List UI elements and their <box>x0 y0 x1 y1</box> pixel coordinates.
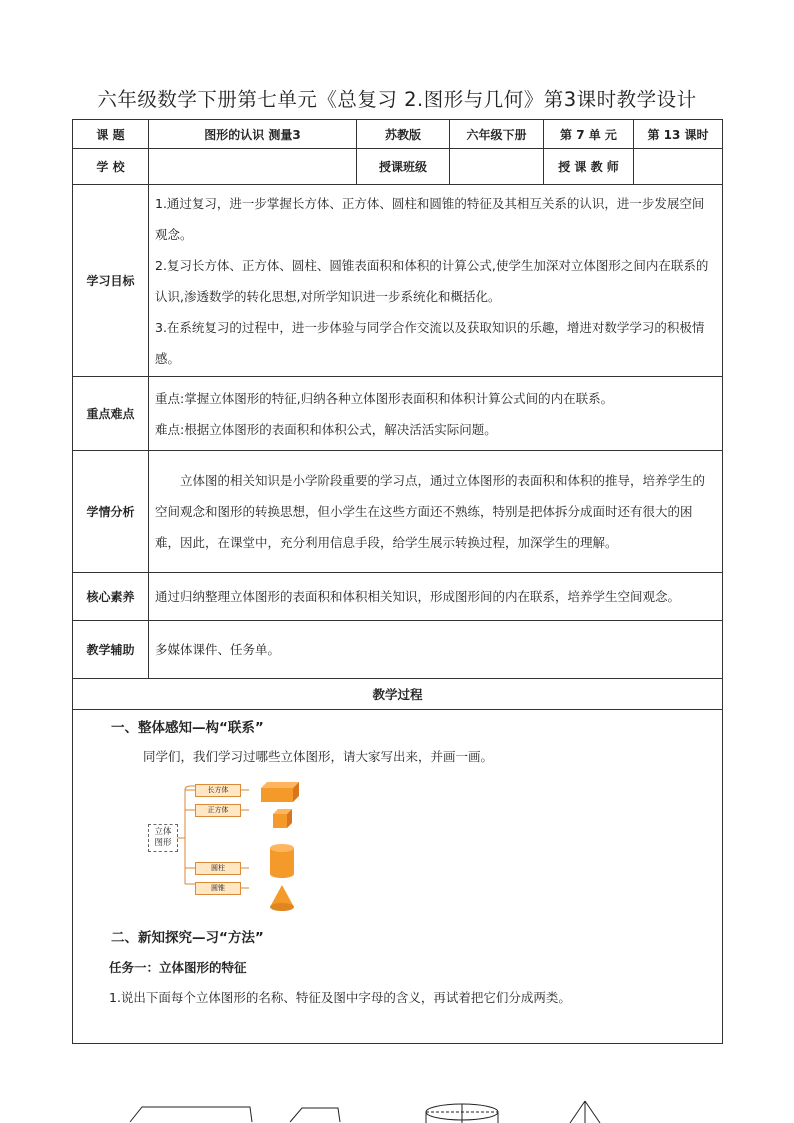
topic-value: 图形的认识 测量3 <box>149 120 357 149</box>
process-heading: 教学过程 <box>73 679 723 710</box>
key-points-content <box>149 377 723 451</box>
process-content <box>73 710 723 1044</box>
section2-title: 二、新知探究—习“方法” <box>111 930 264 946</box>
cylinder-icon <box>270 844 294 878</box>
aids-label: 教学辅助 <box>73 621 149 679</box>
unit-value: 第 7 单 元 <box>544 120 634 149</box>
diagram-root-line1: 立体 <box>154 827 172 837</box>
objective-item: 1.通过复习，进一步掌握长方体、正方体、圆柱和圆锥的特征及其相互关系的认识，进一步发展空间观念。 <box>155 195 705 242</box>
literacy-text: 通过归纳整理立体图形的表面积和体积相关知识，形成图形间的内在联系，培养学生空间观念。 <box>155 589 681 604</box>
task1-title: 任务一：立体图形的特征 <box>109 960 247 975</box>
objectives-row <box>73 185 723 377</box>
literacy-content <box>149 573 723 621</box>
publisher-value: 苏教版 <box>357 120 450 149</box>
section1-text: 同学们，我们学习过哪些立体图形，请大家写出来，并画一画。 <box>143 749 494 764</box>
class-value <box>450 149 544 185</box>
diagram-label-cylinder: 圆柱 <box>195 862 241 875</box>
cuboid-icon <box>261 782 299 802</box>
key-points-row <box>73 377 723 451</box>
cylinder-outline-icon <box>426 1104 498 1123</box>
bottom-figures <box>0 1095 794 1123</box>
lesson-value: 第 13 课时 <box>634 120 723 149</box>
cone-outline-icon <box>570 1101 600 1123</box>
key-points-label: 重点难点 <box>73 377 149 451</box>
document-title: 六年级数学下册第七单元《总复习 2.图形与几何》第3课时教学设计 <box>97 88 697 111</box>
topic-label: 课 题 <box>73 120 149 149</box>
analysis-text: 立体图的相关知识是小学阶段重要的学习点，通过立体图形的表面积和体积的推导，培养学生的空间观念和图形的转换思想，但小学生在这些方面还不熟练，特别是把体拆分成面时还有很大的困难，因此，在课堂中，充分利用信息手段，给学生展示转换过程，加深学生的理解。 <box>155 473 706 550</box>
cube-icon <box>273 809 292 828</box>
diagram-label-cuboid: 长方体 <box>195 784 241 797</box>
analysis-row <box>73 451 723 573</box>
analysis-content <box>149 451 723 573</box>
aids-content <box>149 621 723 679</box>
parallelogram-prism-icon <box>130 1107 252 1122</box>
difficult-point-text: 难点:根据立体图形的表面积和体积公式，解决活活实际问题。 <box>155 421 497 437</box>
grade-value: 六年级下册 <box>450 120 544 149</box>
cone-icon <box>270 885 294 911</box>
school-label: 学 校 <box>73 149 149 185</box>
aids-row <box>73 621 723 679</box>
teacher-label: 授 课 教 师 <box>544 149 634 185</box>
teacher-value <box>634 149 723 185</box>
objectives-label: 学习目标 <box>73 185 149 377</box>
objective-item: 3.在系统复习的过程中，进一步体验与同学合作交流以及获取知识的乐趣，增进对数学学习的积极情感。 <box>155 319 705 366</box>
analysis-label: 学情分析 <box>73 451 149 573</box>
literacy-label: 核心素养 <box>73 573 149 621</box>
section1-title: 一、整体感知—构“联系” <box>111 720 264 736</box>
process-content-row <box>73 710 723 1044</box>
key-point-text: 重点:掌握立体图形的特征,归纳各种立体图形表面积和体积计算公式间的内在联系。 <box>155 390 614 406</box>
school-value <box>149 149 357 185</box>
task1-text: 1.说出下面每个立体图形的名称、特征及图中字母的含义，再试着把它们分成两类。 <box>109 990 571 1005</box>
topic-row <box>73 120 723 149</box>
school-row <box>73 149 723 185</box>
diagram-label-cube: 正方体 <box>195 804 241 817</box>
process-heading-row <box>73 679 723 710</box>
lesson-plan-table <box>72 119 723 1044</box>
objective-item: 2.复习长方体、正方体、圆柱、圆锥表面积和体积的计算公式,使学生加深对立体图形之间内在联系的认识,渗透数学的转化思想,对所学知识进一步系统化和概括化。 <box>155 257 709 304</box>
class-label: 授课班级 <box>357 149 450 185</box>
prism-icon <box>290 1108 340 1122</box>
aids-text: 多媒体课件、任务单。 <box>155 642 281 657</box>
diagram-label-cone: 圆锥 <box>195 882 241 895</box>
diagram-root-line2: 图形 <box>154 838 172 848</box>
objectives-content <box>149 185 723 377</box>
literacy-row <box>73 573 723 621</box>
